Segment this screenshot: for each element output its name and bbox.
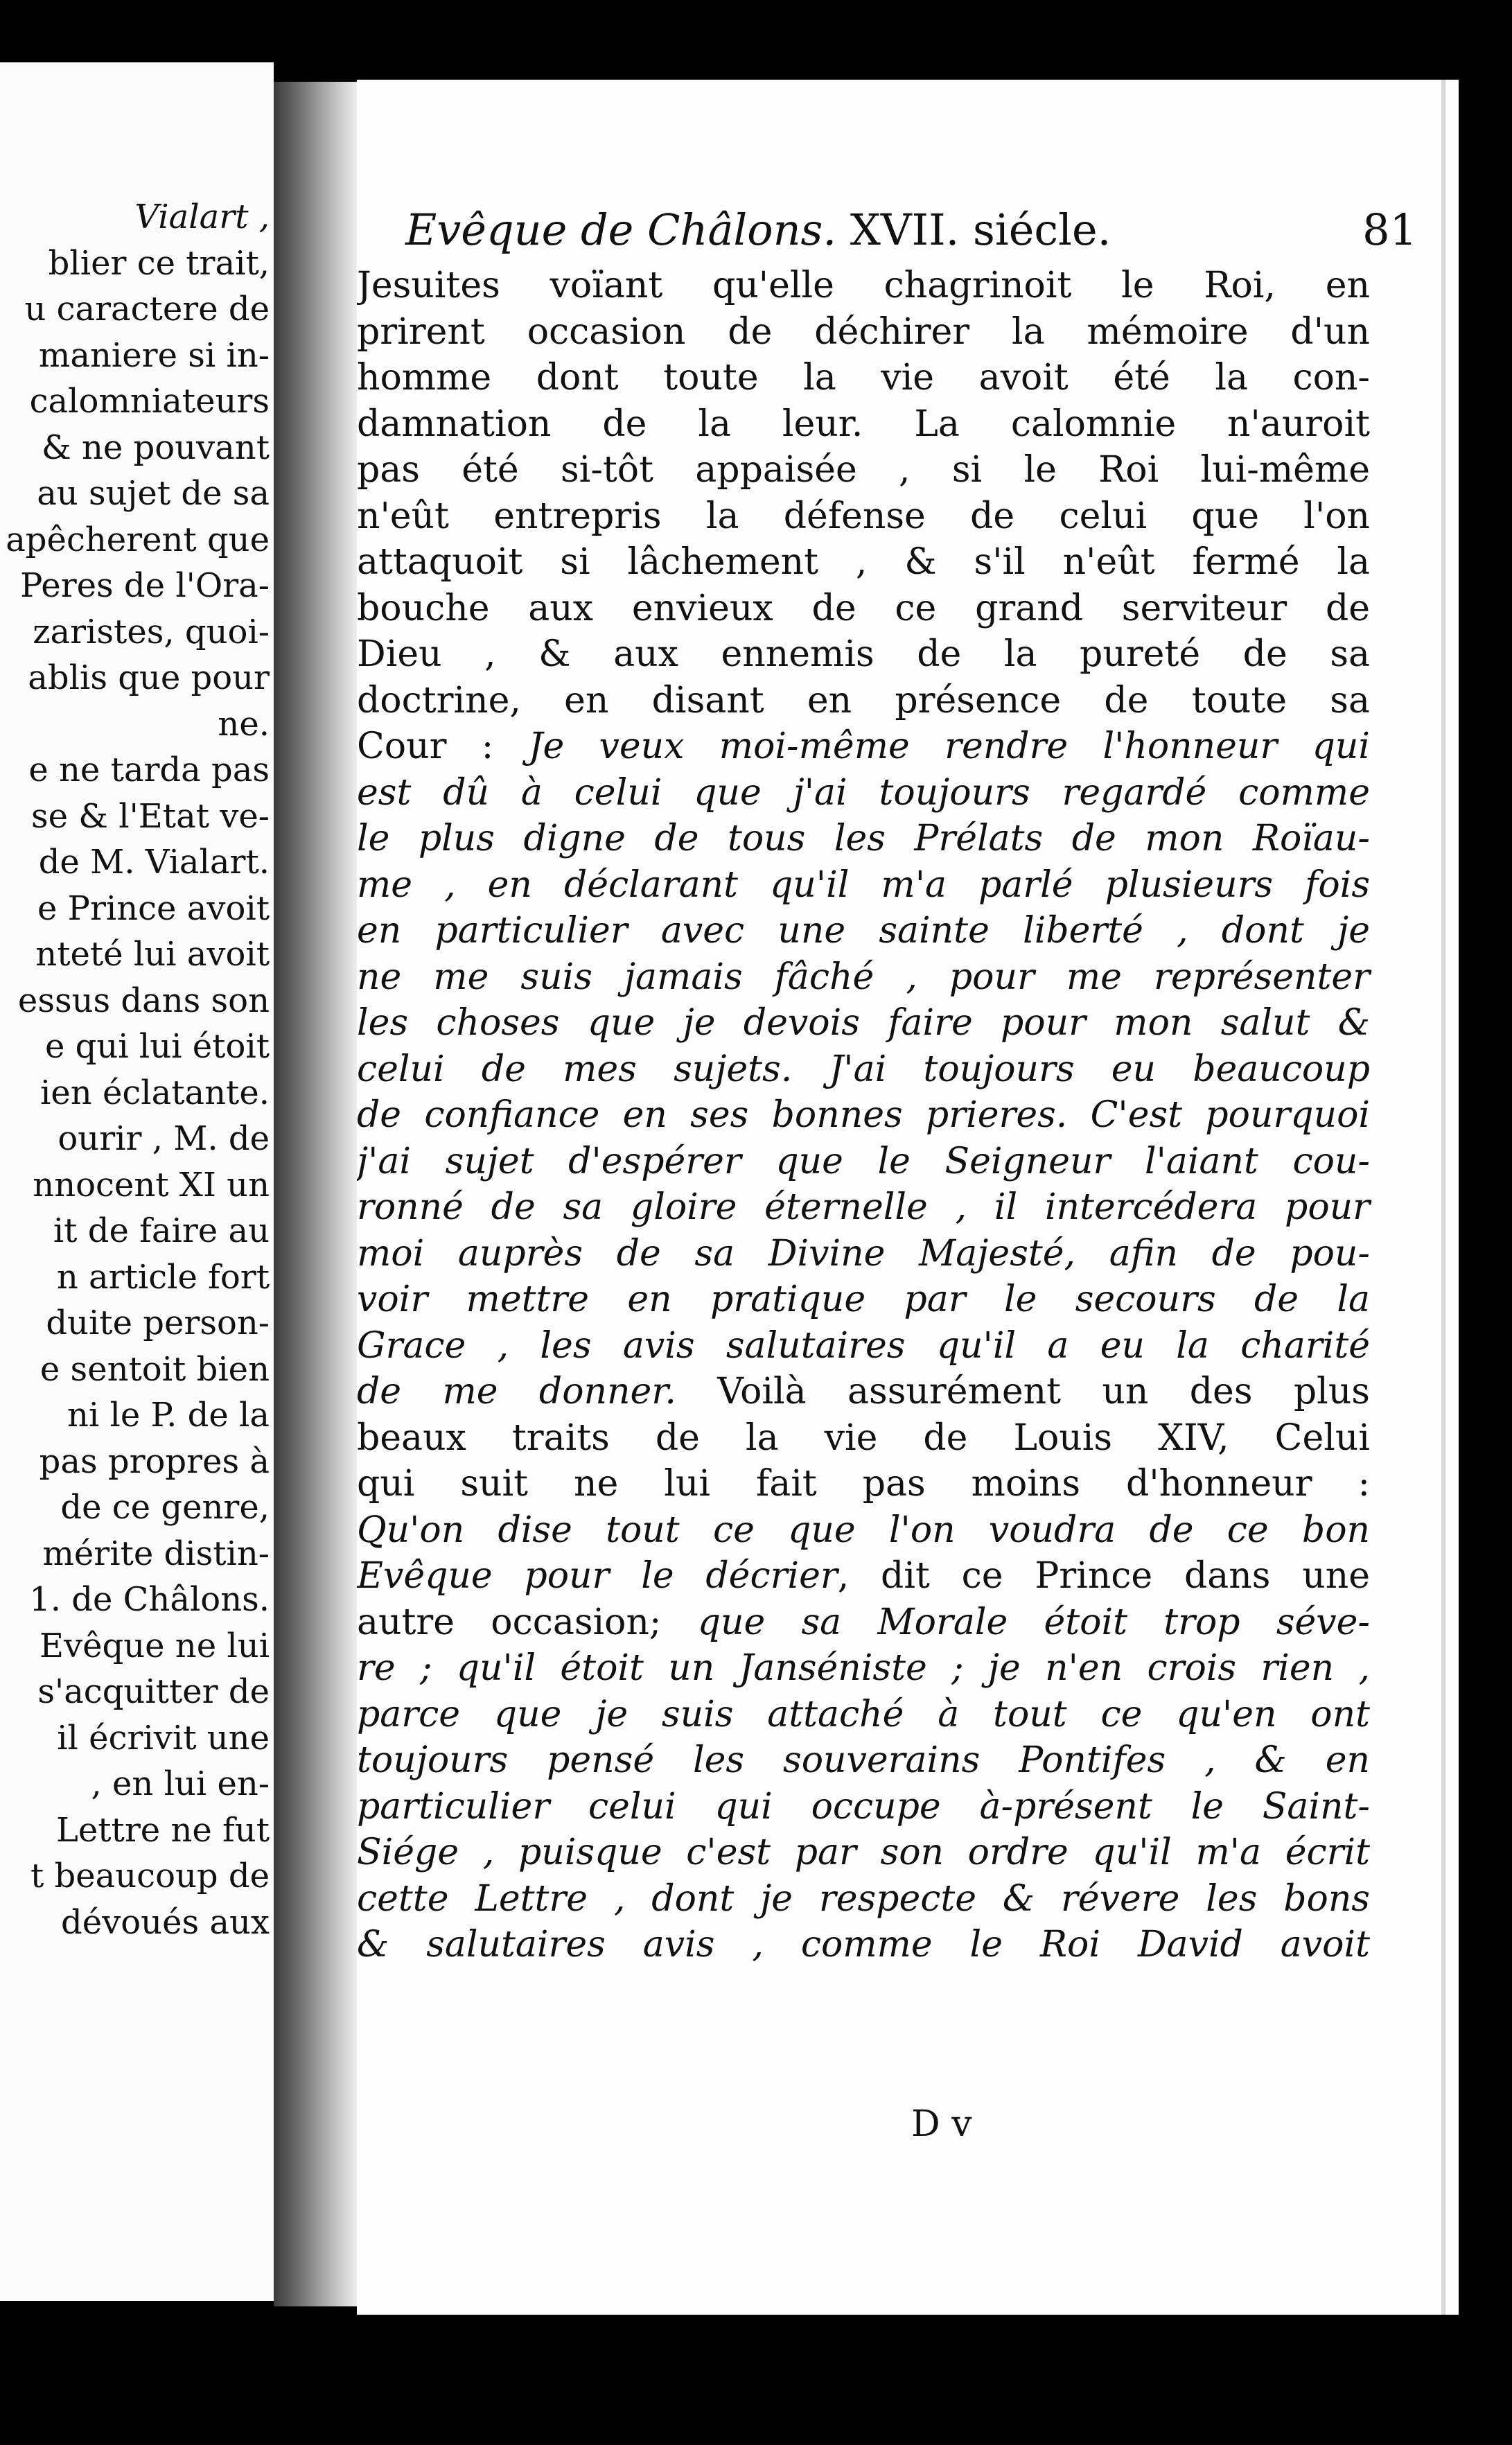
left-page-line: nnocent XI un <box>33 1165 270 1204</box>
italic-text: voir mettre en pratique par le secours de la <box>357 1279 1370 1320</box>
book-gutter <box>274 82 357 2306</box>
left-page-line: ourir , M. de <box>58 1119 270 1158</box>
italic-text: & salutaires avis , comme le Roi David avoit <box>357 1924 1370 1965</box>
roman-text: pas été si-tôt appaisée , si le Roi lui-même <box>357 449 1370 491</box>
body-line <box>357 1139 1370 1185</box>
roman-text: damnation de la leur. La calomnie n'auroit <box>357 403 1370 445</box>
left-page <box>0 62 274 2301</box>
signature-mark: D v <box>911 2103 972 2145</box>
left-page-line: mérite distin- <box>42 1534 270 1573</box>
italic-text: toujours pensé les souverains Pontifes , & en <box>357 1739 1370 1781</box>
roman-text: attaquoit si lâchement , & s'il n'eût fermé la <box>357 541 1370 583</box>
roman-text: Dieu , & aux ennemis de la pureté de sa <box>357 633 1370 675</box>
left-page-line: n article fort <box>56 1257 270 1297</box>
body-line <box>357 1184 1370 1231</box>
roman-text: homme dont toute la vie avoit été la con- <box>357 357 1370 398</box>
body-line <box>357 1277 1370 1323</box>
roman-text: beaux traits de la vie de Louis XIV, Celui <box>357 1417 1370 1459</box>
left-page-line: blier ce trait, <box>48 243 270 283</box>
italic-text: en particulier avec une sainte liberté , dont je <box>357 910 1370 952</box>
left-page-line: ien éclatante. <box>40 1073 270 1112</box>
italic-text: j'ai sujet d'espérer que le Seigneur l'aiant cou- <box>357 1140 1370 1182</box>
right-page <box>357 80 1459 2315</box>
roman-text: autre occasion; <box>357 1601 698 1643</box>
roman-text: Voilà assurément un des plus <box>676 1371 1370 1412</box>
left-page-line: s'acquitter de <box>37 1672 270 1711</box>
body-line <box>357 1507 1370 1554</box>
italic-text: Qu'on dise tout ce que l'on voudra de ce bon <box>357 1509 1370 1551</box>
left-page-line: se & l'Etat ve- <box>30 796 270 836</box>
roman-text: Jesuites voïant qu'elle chagrinoit le Roi, en <box>357 265 1370 306</box>
body-line <box>357 263 1370 309</box>
left-page-line: Evêque ne lui <box>39 1626 270 1665</box>
left-page-line: Peres de l'Ora- <box>20 566 270 605</box>
left-page-line: apêcherent que <box>6 520 270 559</box>
italic-text: que sa Morale étoit trop séve- <box>697 1601 1371 1643</box>
left-page-line: it de faire au <box>53 1211 270 1250</box>
italic-text: Evêque pour le décrier <box>357 1555 838 1597</box>
body-line <box>357 1600 1370 1646</box>
italic-text: le plus digne de tous les Prélats de mon Roïau- <box>357 818 1370 859</box>
left-page-line: Vialart , <box>134 198 270 236</box>
roman-text: , dit ce Prince dans une <box>837 1555 1370 1597</box>
body-line <box>357 816 1370 862</box>
body-line <box>357 678 1370 724</box>
left-page-line: de ce genre, <box>60 1488 270 1527</box>
left-page-line: , en lui en- <box>91 1764 270 1803</box>
body-line <box>357 724 1370 770</box>
body-line <box>357 1645 1370 1692</box>
body-line <box>357 1092 1370 1139</box>
body-line <box>357 1461 1370 1507</box>
body-line <box>357 908 1370 954</box>
body-line <box>357 954 1370 1001</box>
left-page-line: nteté lui avoit <box>35 935 270 974</box>
body-line <box>357 1323 1370 1369</box>
roman-text: prirent occasion de déchirer la mémoire d'un <box>357 310 1370 353</box>
body-line <box>357 770 1370 816</box>
left-page-line: & ne pouvant <box>41 428 270 467</box>
left-page-line: essus dans son <box>17 981 270 1020</box>
roman-text: n'eût entrepris la défense de celui que l'on <box>357 495 1370 537</box>
page-edge <box>1441 80 1445 2315</box>
left-page-line: calomniateurs <box>29 382 270 421</box>
left-page-line: maniere si in- <box>38 335 270 375</box>
body-text <box>357 263 1370 1968</box>
italic-text: re ; qu'il étoit un Janséniste ; je n'en crois rien , <box>357 1647 1370 1689</box>
body-line <box>357 1922 1370 1968</box>
italic-text: ronné de sa gloire éternelle , il intercédera pour <box>357 1186 1370 1228</box>
italic-text: de me donner. <box>357 1371 676 1412</box>
left-page-line: il écrivit une <box>57 1718 270 1758</box>
italic-text: est dû à celui que j'ai toujours regardé comme <box>357 771 1370 814</box>
body-line <box>357 1415 1370 1462</box>
italic-text: Grace , les avis salutaires qu'il a eu la charité <box>357 1324 1370 1367</box>
left-page-line: au sujet de sa <box>37 474 270 513</box>
left-page-line: zaristes, quoi- <box>33 612 270 651</box>
left-page-line: 1. de Châlons. <box>29 1580 270 1619</box>
body-line <box>357 1830 1370 1876</box>
left-page-line: u caractere de <box>24 290 270 328</box>
body-line <box>357 1692 1370 1738</box>
italic-text: les choses que je devois faire pour mon salut & <box>357 1002 1370 1044</box>
body-line <box>357 1784 1370 1830</box>
body-line <box>357 1553 1370 1600</box>
body-line <box>357 1369 1370 1415</box>
body-line <box>357 1231 1370 1277</box>
left-page-line: duite person- <box>46 1304 270 1342</box>
left-page-line: e Prince avoit <box>37 888 270 928</box>
running-head-title: Evêque de Châlons. <box>405 204 837 255</box>
roman-text: bouche aux envieux de ce grand serviteur de <box>357 587 1370 629</box>
italic-text: ne me suis jamais fâché , pour me représenter <box>357 956 1370 998</box>
body-line <box>357 586 1370 632</box>
roman-text: qui suit ne lui fait pas moins d'honneur : <box>357 1463 1370 1505</box>
body-line <box>357 1046 1370 1093</box>
italic-text: celui de mes sujets. J'ai toujours eu beaucoup <box>357 1048 1370 1090</box>
left-page-line: pas propres à <box>39 1441 270 1481</box>
body-line <box>357 401 1370 448</box>
italic-text: Je veux moi-même rendre l'honneur qui <box>528 726 1370 767</box>
italic-text: parce que je suis attaché à tout ce qu'en ont <box>357 1693 1370 1735</box>
body-line <box>357 447 1370 493</box>
left-page-line: de M. Vialart. <box>38 843 270 882</box>
left-page-line: e qui lui étoit <box>44 1027 270 1066</box>
left-page-line: e sentoit bien <box>39 1349 270 1389</box>
italic-text: moi auprès de sa Divine Majesté, afin de pou- <box>357 1232 1370 1274</box>
body-line <box>357 355 1370 401</box>
body-line <box>357 539 1370 586</box>
italic-text: particulier celui qui occupe à-présent le Saint- <box>357 1785 1370 1828</box>
page-number: 81 <box>1362 204 1417 255</box>
italic-text: cette Lettre , dont je respecte & révere les bons <box>357 1877 1370 1920</box>
roman-text: Cour : <box>357 726 529 767</box>
body-line <box>357 862 1370 909</box>
running-head-century: XVII. siécle. <box>850 204 1111 255</box>
body-line <box>357 631 1370 678</box>
body-line <box>357 1000 1370 1046</box>
left-page-line: ablis que pour <box>28 658 270 697</box>
roman-text: doctrine, en disant en présence de toute sa <box>357 679 1370 721</box>
left-page-line: ni le P. de la <box>67 1396 270 1435</box>
body-line <box>357 1737 1370 1784</box>
left-page-text <box>0 194 270 1945</box>
left-page-line: Lettre ne fut <box>55 1810 270 1850</box>
body-line <box>357 1876 1370 1922</box>
italic-text: me , en déclarant qu'il m'a parlé plusieurs fois <box>357 864 1370 906</box>
left-page-line: dévoués aux <box>61 1902 270 1942</box>
italic-text: Siége , puisque c'est par son ordre qu'il m'a écrit <box>357 1832 1370 1873</box>
body-line <box>357 309 1370 356</box>
italic-text: de confiance en ses bonnes prieres. C'est pourquoi <box>357 1094 1370 1136</box>
body-line <box>357 493 1370 540</box>
running-head <box>405 204 1417 255</box>
left-page-line: t beaucoup de <box>30 1857 270 1895</box>
left-page-line: ne. <box>218 704 270 744</box>
left-page-line: e ne tarda pas <box>28 751 270 789</box>
